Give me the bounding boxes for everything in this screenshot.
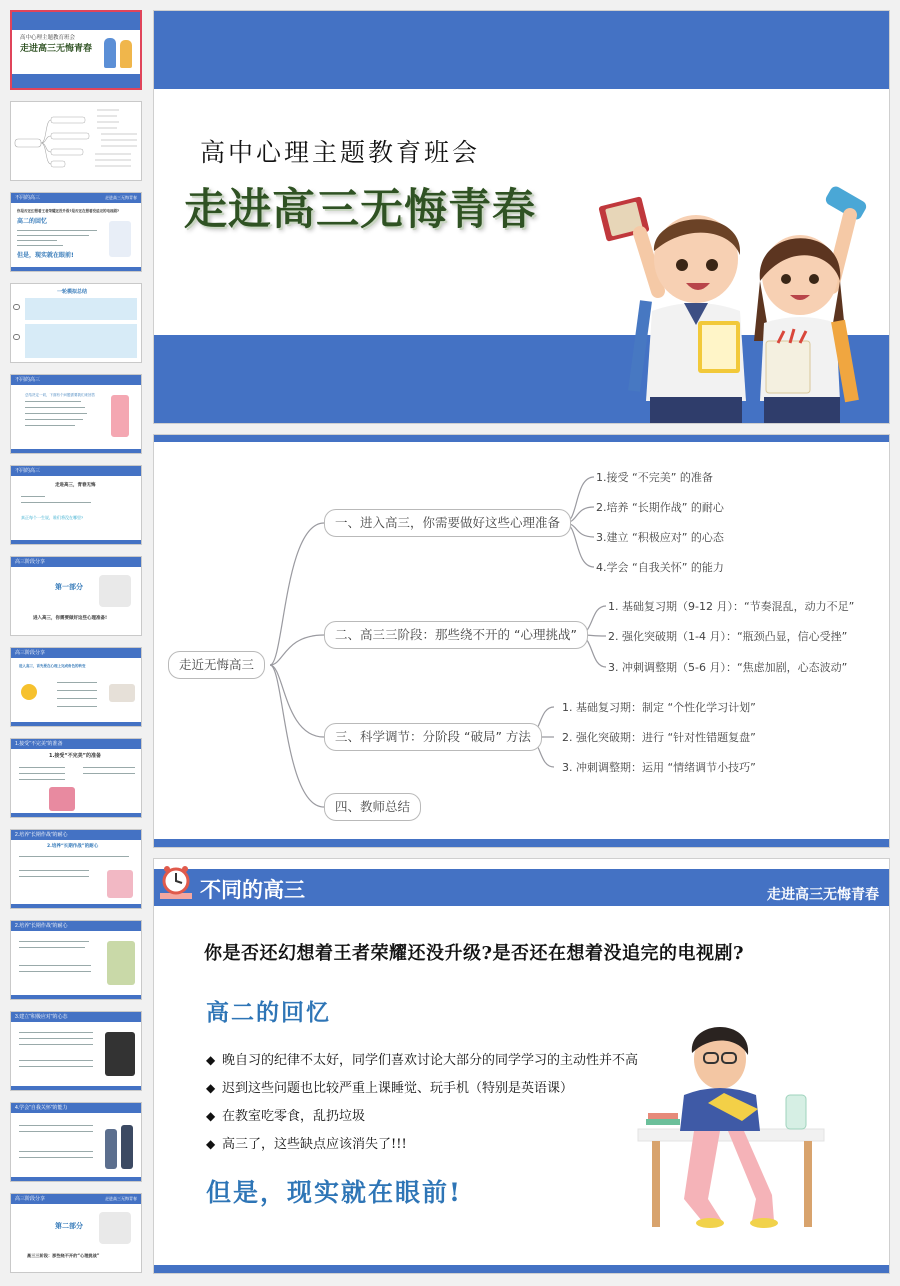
thumb-box <box>25 324 137 358</box>
mindmap-branch-4[interactable]: 四、教师总结 <box>324 793 421 821</box>
thumb-text-line <box>21 502 91 503</box>
thumb-text-line <box>19 1151 93 1152</box>
thumb-badge <box>99 1212 131 1244</box>
thumb-tag: 走进高三无悔青春 <box>105 1196 137 1201</box>
slide-thumbnail-7[interactable] <box>10 556 142 636</box>
mindmap-branch-1[interactable]: 一、进入高三，你需要做好这些心理准备 <box>324 509 571 537</box>
slide-thumbnail-4[interactable] <box>10 283 142 363</box>
thumb-text-line <box>19 1157 93 1158</box>
thumb-header: 高三阶段分享 <box>15 650 46 656</box>
diamond-bullet-icon: ◆ <box>206 1053 216 1067</box>
thumb-text-line <box>19 773 65 774</box>
farmer-figure <box>107 941 135 985</box>
kid-figure <box>104 38 116 68</box>
thumb-text-line <box>19 947 85 948</box>
thumb-tag: 走进高三无悔青春 <box>105 195 137 200</box>
slide-thumbnail-13[interactable] <box>10 1102 142 1182</box>
thumb-text-line <box>25 401 81 402</box>
thumb-text-line <box>21 496 45 497</box>
student-figure <box>107 870 133 898</box>
slide-thumbnail-11[interactable] <box>10 920 142 1000</box>
thumb-text-line <box>25 407 85 408</box>
student-figure <box>49 787 75 811</box>
dancer-figure <box>111 395 129 437</box>
slide-header-tag: 走进高三无悔青春 <box>767 887 879 903</box>
slide-thumbnail-10[interactable] <box>10 829 142 909</box>
student-figure <box>109 684 135 702</box>
thumb-text-line <box>19 1044 93 1045</box>
thumb-question: 总结决定一切，下面有个问题需要我们来回答 <box>25 393 95 397</box>
thumb-subtitle: 高三三阶段：那些绕不开的“心理挑战” <box>27 1253 100 1258</box>
mindmap-thumbnail <box>11 102 142 181</box>
slide-thumbnail-3[interactable] <box>10 192 142 272</box>
alarm-clock-icon <box>158 863 194 903</box>
students-cheering-illustration <box>594 171 890 424</box>
thumb-heading: 高二的回忆 <box>17 218 48 225</box>
mindmap-leaf[interactable]: 1.接受 “不完美” 的准备 <box>596 471 713 484</box>
diamond-bullet-icon: ◆ <box>206 1137 216 1151</box>
thumb-text-line <box>19 856 129 857</box>
mindmap-leaf[interactable]: 3.建立 “积极应对” 的心态 <box>596 531 724 544</box>
mindmap-root[interactable]: 走近无悔高三 <box>168 651 265 679</box>
mindmap-leaf[interactable]: 4.学会 “自我关怀” 的能力 <box>596 561 724 574</box>
slide-mindmap[interactable] <box>153 434 890 848</box>
bullet-text: 高三了，这些缺点应该消失了!!! <box>222 1137 407 1152</box>
slide-content[interactable] <box>153 858 890 1274</box>
slide-subtitle: 高中心理主题教育班会 <box>200 138 481 167</box>
kid-figure <box>120 40 132 68</box>
diamond-bullet-icon: ◆ <box>206 1081 216 1095</box>
mindmap-leaf[interactable]: 2.培养 “长期作战” 的耐心 <box>596 501 724 514</box>
mindmap-leaf[interactable]: 3. 冲刺调整期：运用 “情绪调节小技巧” <box>562 761 756 774</box>
mindmap-branch-2[interactable]: 二、高三三阶段：那些绕不开的 “心理挑战” <box>324 621 588 649</box>
thumb-header: 4.学会“自我关怀”的能力 <box>15 1105 68 1111</box>
thumb-bar <box>11 267 141 271</box>
thumb-text-line <box>19 1131 93 1132</box>
sun-icon <box>21 684 37 700</box>
list-item <box>206 1051 638 1079</box>
thumb-text-line <box>19 876 89 877</box>
thumb-text-line <box>19 1060 93 1061</box>
thumb-header: 高三阶段分享 <box>15 559 46 565</box>
thumb-header: 2.培养“长期作战”的耐心 <box>15 923 68 929</box>
thumb-question: 进入高三，首先要在心理上完成角色的转变 <box>19 664 86 668</box>
list-item <box>206 1107 638 1135</box>
reader-figure <box>109 221 131 257</box>
thumb-bar <box>11 722 141 726</box>
thumb-subtitle: 高中心理主题教育班会 <box>20 35 76 41</box>
thumb-bar <box>12 12 140 30</box>
mindmap-branch-3[interactable]: 三、科学调节：分阶段 “破局” 方法 <box>324 723 542 751</box>
closing-statement: 但是，现实就在眼前! <box>206 1178 462 1207</box>
thumb-text-line <box>19 965 91 966</box>
slide-question: 你是否还幻想着王者荣耀还没升级?是否还在想着没追完的电视剧? <box>204 943 745 964</box>
thumb-text-line <box>19 1125 93 1126</box>
thumb-bar <box>12 74 140 88</box>
thumb-subtitle: 进入高三，你需要做好这些心理准备! <box>33 616 108 621</box>
slide-thumbnail-6[interactable] <box>10 465 142 545</box>
thumb-handwriting: 真正每个一生说，谁们将没在哪里? <box>21 515 84 520</box>
mindmap-leaf[interactable]: 2. 强化突破期：进行 “针对性错题复盘” <box>562 731 756 744</box>
speech-bubble-icon <box>13 304 20 310</box>
mindmap-leaf[interactable]: 1. 基础复习期：制定 “个性化学习计划” <box>562 701 756 714</box>
thumb-header: 高三阶段分享 <box>15 1196 46 1202</box>
slide-title-text: 走进高三无悔青春 <box>184 185 536 235</box>
list-item <box>206 1079 638 1107</box>
thumb-text-line <box>19 870 89 871</box>
thumb-bar <box>11 813 141 817</box>
thumb-title: 2.培养“长期作战”的耐心 <box>47 844 99 849</box>
thumb-text-line <box>25 425 75 426</box>
thumb-title: 走进高三无悔青春 <box>20 44 93 54</box>
thumb-question: 你是否还幻想着王者荣耀还没升级?是否还在想着没追完的电视剧? <box>17 209 120 213</box>
top-band <box>154 11 889 89</box>
thumb-header: 2.培养“长期作战”的耐心 <box>15 832 68 838</box>
thumb-text-line <box>17 240 57 241</box>
thumb-text-line <box>19 779 65 780</box>
mindmap-leaf[interactable]: 2. 强化突破期（1-4 月）：“瓶颈凸显，信心受挫” <box>608 630 848 643</box>
thumb-text-line <box>83 773 135 774</box>
thumb-text-line <box>19 1032 93 1033</box>
thumb-part: 第一部分 <box>55 583 83 591</box>
slide-thumbnail-panel <box>0 0 150 1286</box>
student-figure <box>121 1125 133 1169</box>
slide-thumbnail-8[interactable] <box>10 647 142 727</box>
thumb-header: 不同的高三 <box>15 468 41 474</box>
mindmap-leaf[interactable]: 1. 基础复习期（9-12 月）：“节奏混乱，动力不足” <box>608 600 855 613</box>
thumb-bar <box>11 449 141 453</box>
list-item <box>206 1135 638 1163</box>
thumb-text-line <box>57 690 97 691</box>
slide-thumbnail-9[interactable] <box>10 738 142 818</box>
thumb-text-line <box>25 413 87 414</box>
thumb-title: 1.接受“不完美”的准备 <box>49 753 101 759</box>
slide-thumbnail-2[interactable] <box>10 101 142 181</box>
thumb-text-line <box>57 706 97 707</box>
slide-thumbnail-5[interactable] <box>10 374 142 454</box>
thumb-text-line <box>17 230 97 231</box>
section-heading: 高二的回忆 <box>206 1000 331 1026</box>
thumb-bar <box>11 540 141 544</box>
thumb-bar <box>11 995 141 999</box>
slide-thumbnail-14[interactable] <box>10 1193 142 1273</box>
slide-header-title: 不同的高三 <box>200 878 305 902</box>
thumb-text-line <box>19 1038 93 1039</box>
thumb-text-line <box>57 682 97 683</box>
slide-thumbnail-12[interactable] <box>10 1011 142 1091</box>
thumb-title: 走进高三，青春无悔 <box>55 483 96 488</box>
thumb-text-line <box>83 767 135 768</box>
bullet-text: 在教室吃零食，乱扔垃圾 <box>222 1109 366 1124</box>
bottom-band <box>154 1265 889 1273</box>
thumb-header: 不同的高三 <box>15 377 41 383</box>
speech-bubble-icon <box>13 334 20 340</box>
slide-thumbnail-1[interactable] <box>10 10 142 90</box>
thumb-header: 不同的高三 <box>15 195 41 201</box>
thumb-bar <box>11 1086 141 1090</box>
thumb-text-line <box>25 419 83 420</box>
bullet-text: 迟到这些问题也比较严重上课睡觉、玩手机（特别是英语课） <box>222 1081 574 1096</box>
thumb-bar <box>11 904 141 908</box>
mindmap-leaf[interactable]: 3. 冲刺调整期（5-6 月）：“焦虑加剧，心态波动” <box>608 661 848 674</box>
bullet-list <box>206 1051 638 1163</box>
thumb-bar <box>11 1177 141 1181</box>
student-reading-illustration <box>624 999 834 1229</box>
thumb-text-line <box>17 235 89 236</box>
thumb-text-line <box>19 767 65 768</box>
thumb-box <box>25 298 137 320</box>
thumb-header: 一轮模拟总结 <box>57 289 88 295</box>
thumb-closing: 但是，现实就在眼前! <box>17 252 74 259</box>
student-figure <box>105 1129 117 1169</box>
thumb-header: 1.接受“不完美”的准备 <box>15 741 63 747</box>
diamond-bullet-icon: ◆ <box>206 1109 216 1123</box>
thumb-part: 第二部分 <box>55 1222 83 1230</box>
thumb-text-line <box>17 245 63 246</box>
thumb-text-line <box>57 698 97 699</box>
thumb-text-line <box>19 1066 93 1067</box>
thumb-badge <box>99 575 131 607</box>
thumb-header: 3.建立“积极应对”的心态 <box>15 1014 68 1020</box>
thumb-text-line <box>19 971 91 972</box>
poster-figure <box>105 1032 135 1076</box>
bullet-text: 晚自习的纪律不太好，同学们喜欢讨论大部分的同学学习的主动性并不高 <box>222 1053 639 1068</box>
thumb-text-line <box>19 941 89 942</box>
slide-title[interactable] <box>153 10 890 424</box>
